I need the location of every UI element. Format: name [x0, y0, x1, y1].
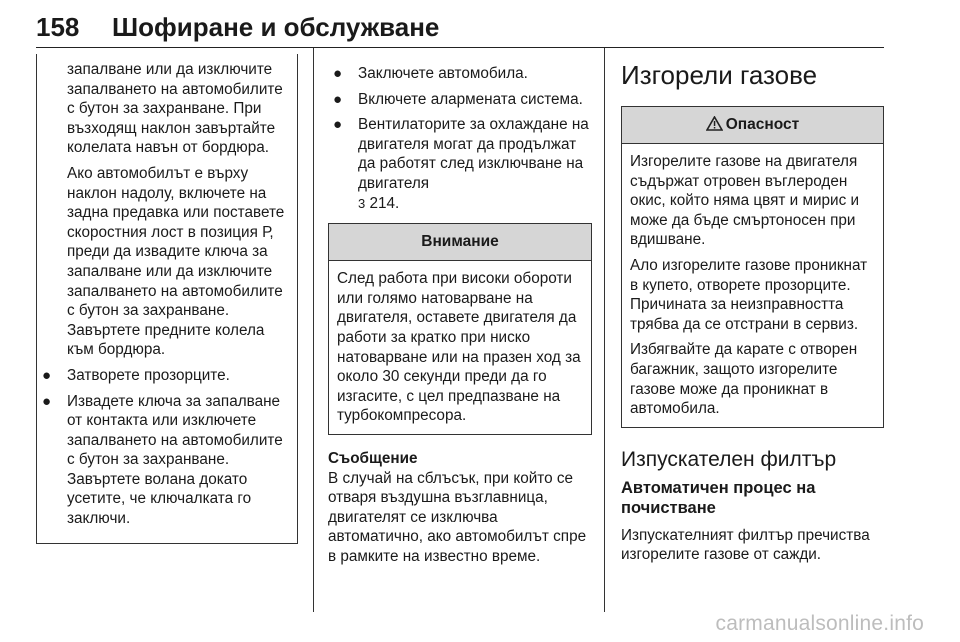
bullet-icon: ●: [333, 65, 343, 82]
danger-paragraph-1: Изгорелите газове на двигателя съдържат отровен въглероден окис, който няма цвят и мирис и може да бъде смъртоносен при вдишване.: [630, 153, 860, 249]
middle-bullet-list: [328, 64, 592, 213]
warning-triangle-icon: [706, 109, 723, 145]
list-item: ● Вентилаторите за охлаждане на двигателя могат да продължат да работят след изключване на двигателя 3 214.: [333, 116, 589, 212]
header-rule: [36, 47, 884, 48]
caution-title: Внимание: [329, 224, 591, 261]
note-text: В случай на сблъсък, при който се отваря въздушна възглавница, двигателят се изключва автоматично, ако автомобилът спре в рамките на известно време.: [328, 469, 587, 565]
middle-column: [328, 54, 592, 566]
note-title: Съобщение: [328, 449, 418, 467]
list-item: ● Затворете прозорците.: [42, 366, 230, 384]
danger-paragraph-2: Ало изгорелите газове проникнат в купето, отворете прозорците. Причината за неизправността трябва да се отстрани в сервиз.: [630, 256, 868, 333]
exhaust-filter-text: Изпускателният филтър пречиства изгорелите газове от сажди.: [621, 526, 870, 564]
caution-box: [328, 223, 592, 435]
bullet-icon: ●: [42, 392, 52, 410]
subsection-title: Изпускателен филтър: [621, 447, 837, 471]
bullet-icon: ●: [333, 90, 343, 108]
danger-box: [621, 106, 884, 428]
section-title: Изгорели газове: [621, 60, 818, 90]
column-divider-2: [604, 48, 605, 612]
danger-body: [622, 144, 883, 427]
danger-header: [622, 107, 883, 144]
list-item: ● Заключете автомобила.: [333, 65, 528, 82]
right-column: [621, 52, 884, 565]
left-column: [36, 54, 298, 544]
subsubsection-title: Автоматичен процес на почистване: [621, 478, 816, 517]
page-header: [36, 4, 884, 50]
list-item: ● Включете алармената система.: [333, 90, 583, 108]
page-reference-link[interactable]: 214.: [369, 194, 400, 212]
watermark: carmanualsonline.info: [715, 612, 924, 635]
box-paragraph-1: запалване или да изключите запалването на автомобилите с бутон за захранване. При възходящ наклон завъртайте колелата навън от бордюра.: [67, 61, 283, 157]
danger-title: Опасност: [725, 116, 800, 133]
bullet-icon: ●: [333, 116, 343, 134]
parking-instructions-box: [36, 54, 298, 544]
running-title: Шофиране и обслужване: [112, 12, 440, 42]
danger-paragraph-3: Избягвайте да карате с отворен багажник, защото изгорелите газове може да проникнат в автомобила.: [630, 341, 858, 418]
list-item: ● Извадете ключа за запалване от контакта или изключете запалването на автомобилите с бутон за захранване. Завъртете волана докато усетите, че ключалката го заключи.: [42, 392, 283, 528]
caution-body: След работа при високи обороти или голямо натоварване на двигателя, оставете двигателя да работи за кратко при ниско натоварване или на празен ход за около 30 секунди преди да го изгасите, с цел предпазване на турбокомпресора.: [337, 270, 581, 425]
box-paragraph-2: Ако автомобилът е върху наклон надолу, включете на задна предавка или поставете скоростния лост в позиция Р, преди да извадите ключа за запалване или да изключите запалването на автомобилите с бутон за захранване. Завъртете предните колела към бордюра.: [67, 164, 285, 359]
left-bullet-list: [37, 366, 289, 529]
bullet-icon: ●: [42, 366, 52, 384]
column-divider-1: [313, 48, 314, 612]
page-number: 158: [36, 12, 80, 42]
arrow-ref-icon: 3: [358, 195, 366, 211]
